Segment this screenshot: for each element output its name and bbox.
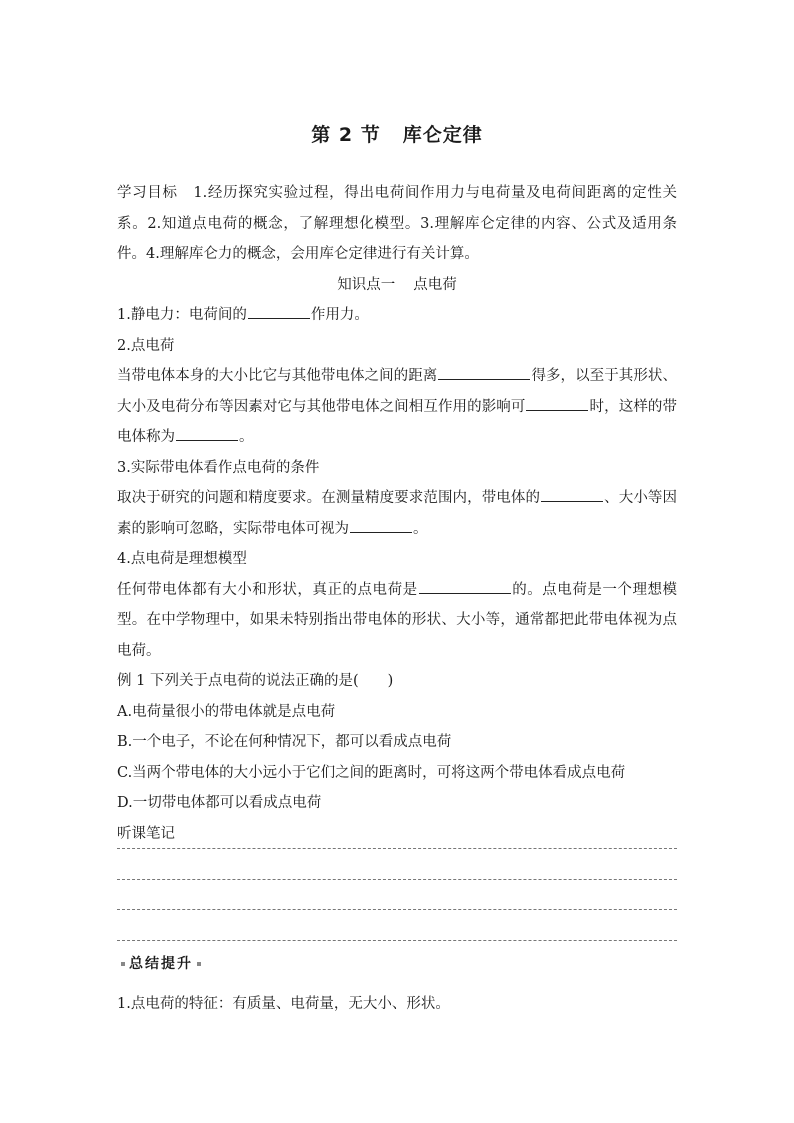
item2-text-d: 。 [239,429,254,445]
item-3-heading: 3.实际带电体看作点电荷的条件 [117,459,320,476]
fill-blank [526,395,588,411]
summary-item-1: 1.点电荷的特征：有质量、电荷量，无大小、形状。 [117,995,450,1012]
item-2-heading: 2.点电荷 [117,337,175,354]
notes-line [117,880,677,911]
notes-line [117,819,677,850]
example-stem: 例 1 下列关于点电荷的说法正确的是( ) [117,673,394,689]
item1-pre: 1.静电力：电荷间的 [117,307,247,323]
fill-blank [248,303,310,319]
summary-heading [117,949,677,979]
fill-blank [438,364,530,380]
chapter-number: 第 2 节 [311,124,381,146]
item4-text-a: 任何带电体都有大小和形状，真正的点电荷是 [117,581,418,598]
learning-goals [117,178,677,270]
item2-text-c: 时，这样的带电体称为 [117,398,677,445]
option-d: D.一切带电体都可以看成点电荷 [117,795,322,811]
square-bullet-icon [121,962,125,966]
summary-label: 总结提升 [129,955,193,972]
option-a: A.电荷量很小的带电体就是点电荷 [117,703,336,720]
item-4-text [117,575,677,667]
chapter-name: 库仑定律 [402,124,483,146]
fill-blank [176,425,238,441]
square-bullet-icon [197,962,201,966]
notes-line [117,910,677,941]
option-c: C.当两个带电体的大小远小于它们之间的距离时，可将这两个带电体看成点电荷 [117,764,626,781]
item3-text-b: 、大小等因素的影响可忽略，实际带电体可视为 [117,490,678,537]
item-2-text [117,361,677,453]
item3-text-a: 取决于研究的问题和精度要求。在测量精度要求范围内，带电体的 [117,490,541,506]
item1-post: 作用力。 [310,307,369,323]
item-1 [117,300,677,331]
option-b: B.一个电子，不论在何种情况下，都可以看成点电荷 [117,734,452,750]
section-label: 知识点一 [337,276,396,293]
notes-label: 听课笔记 [117,825,175,842]
page-title [0,120,794,147]
goals-text: 1.经历探究实验过程，得出电荷间作用力与电荷量及电荷间距离的定性关系。2.知道点电荷的概念，了解理想化模型。3.理解库仑定律的内容、公式及适用条件。4.理解库仑力的概念，会用库仑定律进行有关计算。 [117,185,678,262]
item-4-heading: 4.点电荷是理想模型 [117,551,247,567]
notes-line [117,849,677,880]
fill-blank [350,517,412,533]
section-heading [117,270,677,301]
item-3-text [117,483,677,544]
item3-text-c: 。 [413,520,428,537]
fill-blank [419,578,511,594]
fill-blank [541,486,603,502]
item2-text-a: 当带电体本身的大小比它与其他带电体之间的距离 [117,368,438,384]
item2-text-b: 得多，以至于其形状、大小及电荷分布等因素对它与其他带电体之间相互作用的影响可 [117,368,677,415]
goals-label: 学习目标 [117,185,178,201]
section-name: 点电荷 [413,276,457,293]
item4-text-b: 的。点电荷是一个理想模型。在中学物理中，如果未特别指出带电体的形状、大小等，通常都把此带电体视为点电荷。 [117,581,678,659]
document-body [117,178,677,1019]
